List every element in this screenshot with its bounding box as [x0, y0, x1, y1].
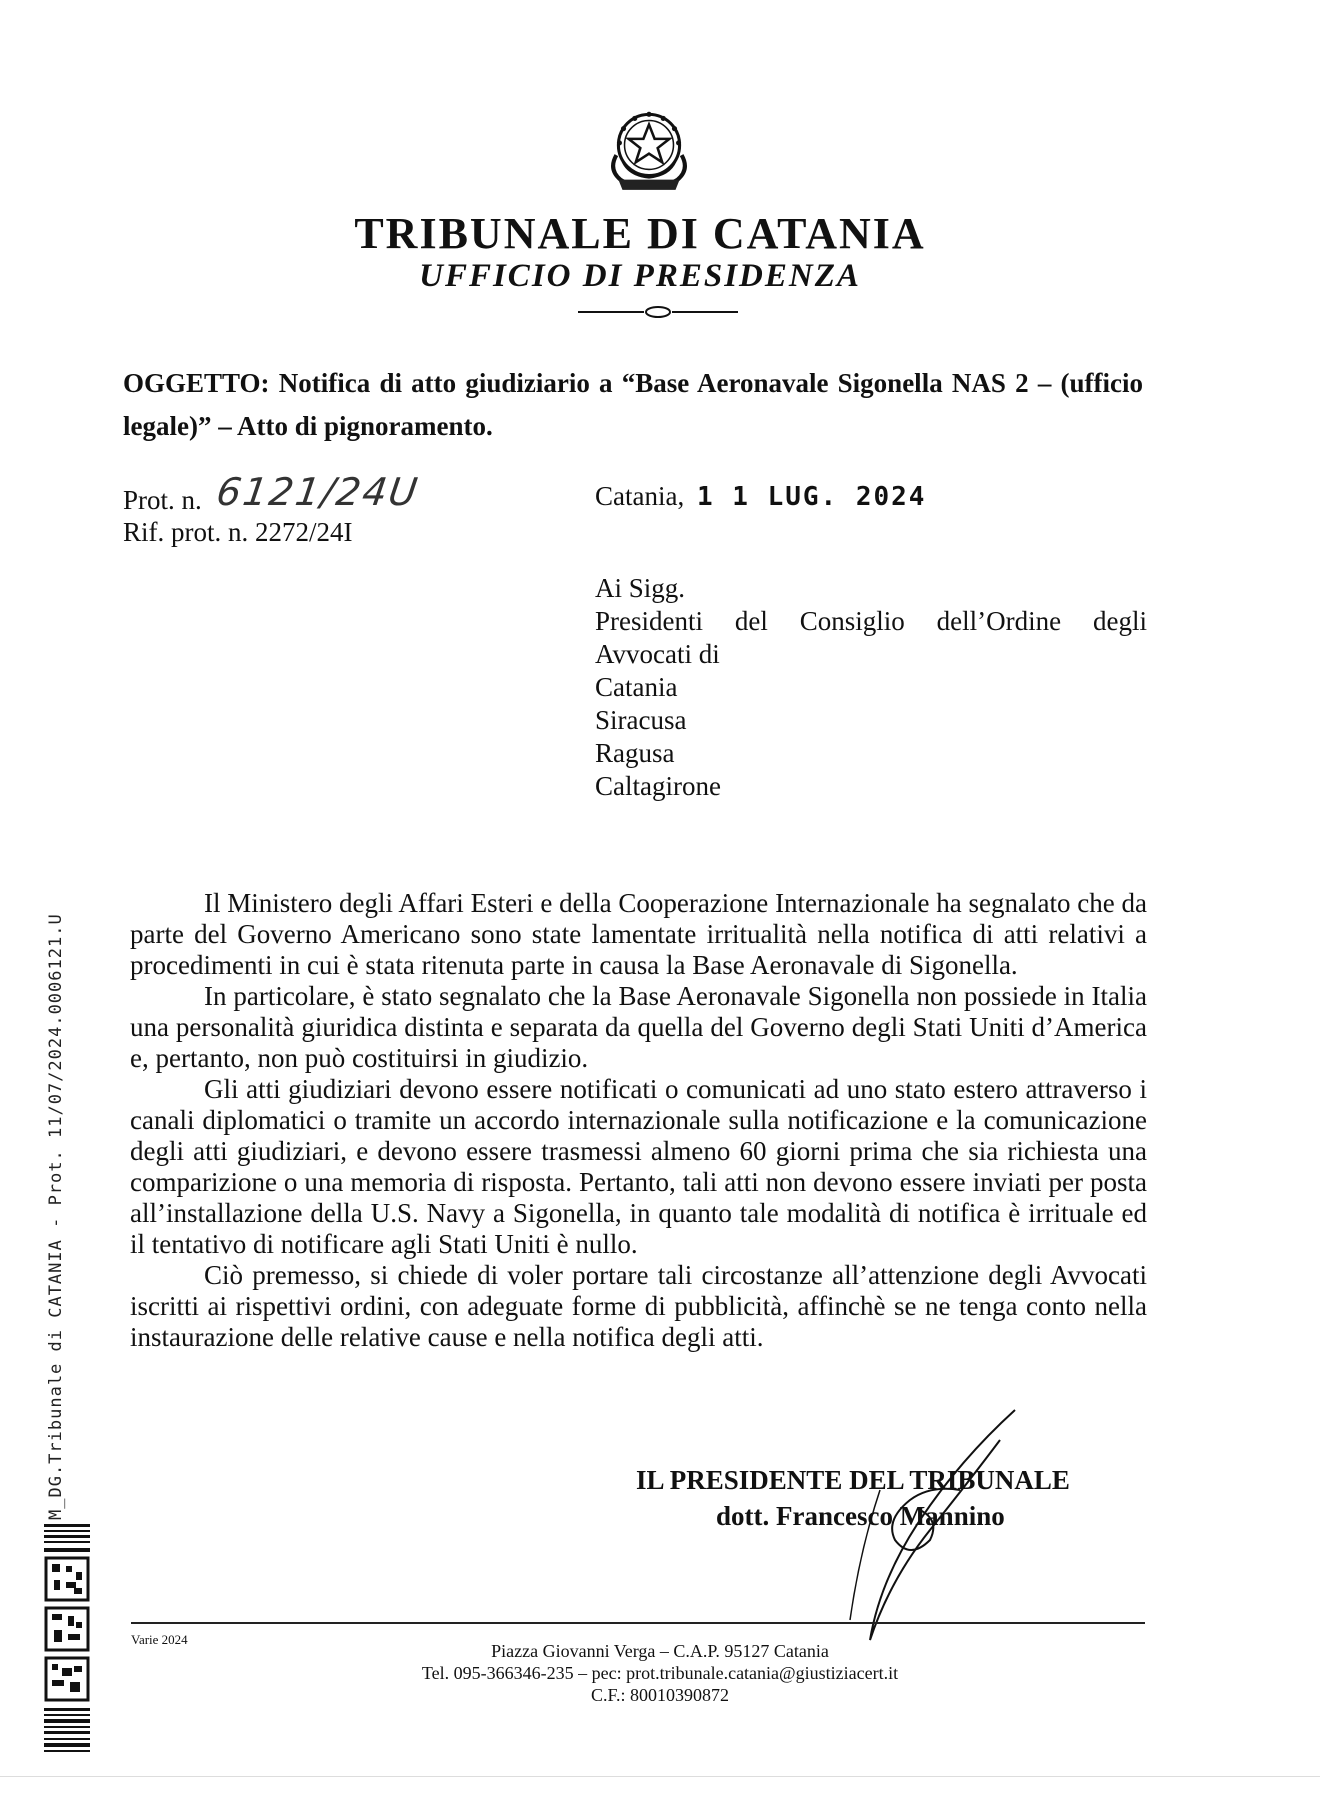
protocol-block: [123, 470, 422, 550]
recipients-block: [595, 572, 1147, 803]
recipients-word: degli: [1092, 606, 1147, 636]
place: Catania,: [595, 481, 685, 511]
protocol-stamp-text: M_DG.Tribunale di CATANIA - Prot. 11/07/2024.0006121.U: [46, 913, 66, 1520]
letter-body: [130, 888, 1147, 1353]
subject-text: Notifica di atto giudiziario a “Base Aeronavale Sigonella NAS 2 – (ufficio legale)” – Atto di pignoramento.: [123, 368, 1144, 441]
office-subtitle: UFFICIO DI PRESIDENZA: [419, 258, 861, 294]
footer-address-block: [330, 1640, 990, 1706]
date-stamp: 1 1 LUG. 2024: [696, 482, 927, 512]
signatory-name: dott. Francesco Mannino: [716, 1501, 1005, 1531]
italian-republic-emblem-icon: [598, 96, 700, 198]
footer-divider: [131, 1622, 1145, 1624]
prot-number-handwritten: 6121/24U: [213, 470, 422, 514]
recipients-line-2: Avvocati di: [595, 639, 720, 669]
recipients-salutation: Ai Sigg.: [595, 573, 686, 603]
recipients-word: Presidenti: [595, 606, 703, 636]
recipient-city: Catania: [595, 672, 678, 702]
prot-label: Prot. n.: [123, 485, 202, 515]
scan-edge: [0, 1776, 1320, 1799]
body-paragraph: Gli atti giudiziari devono essere notificati o comunicati ad uno stato estero attraverso i canali diplomatici o tramite un accordo internazionale sulla notificazione e la comunicazione degli atti giudiziari, e devono essere trasmessi almeno 60 giorni prima che sia richiesta una comparizione o una memoria di risposta. Pertanto, tali atti non devono essere inviati per posta all’installazione della U.S. Navy a Sigonella, in quanto tale modalità di notifica è irrituale ed il tentativo di notificare agli Stati Uniti è nullo.: [130, 1074, 1147, 1259]
office-title: TRIBUNALE DI CATANIA: [354, 209, 926, 258]
footer-contacts: Tel. 095-366346-235 – pec: prot.tribunale.catania@giustiziacert.it: [421, 1663, 899, 1683]
recipients-word: dell’Ordine: [936, 606, 1062, 636]
recipients-word: del: [734, 606, 768, 636]
sidebar-protocol-stamp: [46, 913, 72, 1520]
footer-fiscal-code: C.F.: 80010390872: [590, 1685, 730, 1705]
subject-label: OGGETTO:: [123, 368, 270, 398]
footer-address: Piazza Giovanni Verga – C.A.P. 95127 Catania: [491, 1641, 829, 1661]
recipients-line-1: [595, 605, 1147, 638]
subject-line: [123, 362, 1143, 448]
handwritten-signature: [760, 1380, 1050, 1670]
rif-label: Rif. prot. n.: [123, 517, 249, 547]
body-paragraph: Il Ministero degli Affari Esteri e della Cooperazione Internazionale ha segnalato che da parte del Governo Americano sono state lamentate irritualità nella notifica di atti relativi a procedimenti in cui è stata ritenuta parte in causa la Base Aeronavale di Sigonella.: [130, 888, 1147, 980]
divider-ornament-icon: [578, 304, 738, 320]
recipients-word: Consiglio: [799, 606, 905, 636]
place-date: [595, 478, 926, 515]
body-paragraph: Ciò premesso, si chiede di voler portare tali circostanze all’attenzione degli Avvocati iscritti ai rispettivi ordini, con adeguate forme di pubblicità, affinchè se ne tenga conto nella instaurazione delle relative cause e nella notifica degli atti.: [130, 1260, 1147, 1352]
footer-code: Varie 2024: [131, 1632, 188, 1647]
recipient-city: Siracusa: [595, 705, 687, 735]
rif-number: 2272/24I: [255, 517, 353, 547]
body-paragraph: In particolare, è stato segnalato che la Base Aeronavale Sigonella non possiede in Italia una personalità giuridica distinta e separata da quella del Governo degli Stati Uniti d’America e, pertanto, non può costituirsi in giudizio.: [130, 981, 1147, 1073]
recipient-city: Caltagirone: [595, 771, 721, 801]
barcode-icon: [44, 1524, 90, 1752]
recipient-city: Ragusa: [595, 738, 675, 768]
signatory-role: IL PRESIDENTE DEL TRIBUNALE: [636, 1465, 1070, 1495]
